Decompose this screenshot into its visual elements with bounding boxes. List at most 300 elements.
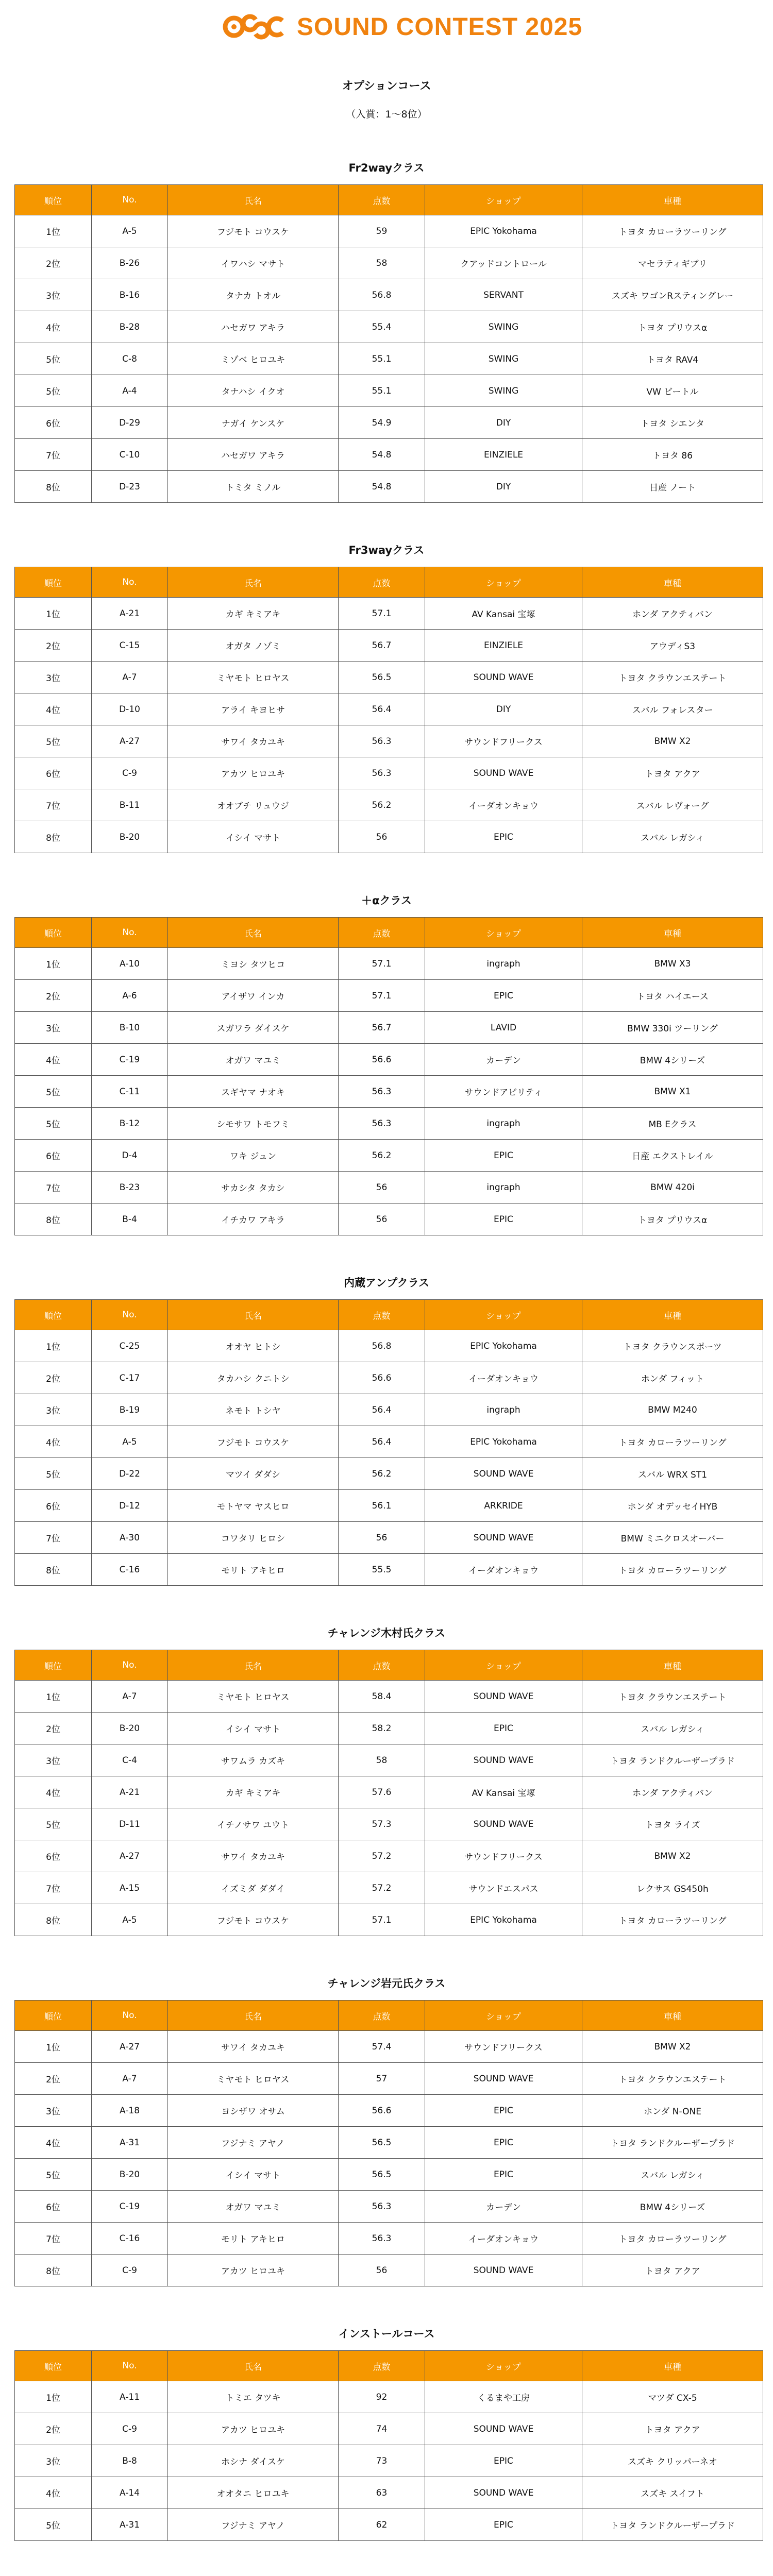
table-row — [15, 1012, 763, 1044]
table-row — [15, 311, 763, 343]
column-header: ショップ — [425, 2351, 582, 2381]
score-cell: 57.3 — [339, 1808, 425, 1840]
score-cell: 58.2 — [339, 1713, 425, 1744]
rank-cell: 6位 — [15, 2191, 92, 2223]
table-row — [15, 247, 763, 279]
shop-cell: DIY — [425, 471, 582, 503]
table-row — [15, 1681, 763, 1713]
rank-cell: 1位 — [15, 2381, 92, 2413]
entry-no-cell: B-28 — [92, 311, 168, 343]
column-header: 点数 — [339, 185, 425, 215]
page-header — [0, 0, 773, 57]
column-header: 氏名 — [168, 567, 339, 598]
score-cell: 56 — [339, 2255, 425, 2286]
rank-cell: 5位 — [15, 375, 92, 407]
results-section — [0, 892, 773, 1235]
column-header: No. — [92, 918, 168, 948]
table-row — [15, 1172, 763, 1204]
column-header: ショップ — [425, 2001, 582, 2031]
column-header: 点数 — [339, 918, 425, 948]
column-header: No. — [92, 2351, 168, 2381]
rank-cell: 1位 — [15, 2031, 92, 2063]
car-cell: BMW 4シリーズ — [582, 2191, 763, 2223]
entry-no-cell: B-20 — [92, 821, 168, 853]
table-row — [15, 1108, 763, 1140]
column-header: 車種 — [582, 2351, 763, 2381]
rank-cell: 4位 — [15, 693, 92, 725]
score-cell: 57.1 — [339, 980, 425, 1012]
entry-no-cell: A-10 — [92, 948, 168, 980]
rank-cell: 6位 — [15, 1140, 92, 1172]
entry-no-cell: B-23 — [92, 1172, 168, 1204]
car-cell: MB Eクラス — [582, 1108, 763, 1140]
name-cell: アイザワ インカ — [168, 980, 339, 1012]
table-row — [15, 630, 763, 662]
score-cell: 56.4 — [339, 1426, 425, 1458]
entry-no-cell: D-12 — [92, 1490, 168, 1522]
score-cell: 56.8 — [339, 279, 425, 311]
entry-no-cell: C-15 — [92, 630, 168, 662]
results-table — [14, 2350, 763, 2541]
rank-cell: 7位 — [15, 789, 92, 821]
score-cell: 62 — [339, 2509, 425, 2541]
rank-cell: 3位 — [15, 1744, 92, 1776]
entry-no-cell: A-6 — [92, 980, 168, 1012]
results-table — [14, 917, 763, 1235]
shop-cell: SOUND WAVE — [425, 1681, 582, 1713]
shop-cell: SOUND WAVE — [425, 662, 582, 693]
shop-cell: EPIC — [425, 821, 582, 853]
rank-cell: 5位 — [15, 725, 92, 757]
shop-cell: くるまや工房 — [425, 2381, 582, 2413]
entry-no-cell: A-11 — [92, 2381, 168, 2413]
shop-cell: EPIC — [425, 2095, 582, 2127]
table-row — [15, 279, 763, 311]
table-row — [15, 2413, 763, 2445]
results-table — [14, 1650, 763, 1936]
table-row — [15, 1394, 763, 1426]
table-header-row — [15, 918, 763, 948]
entry-no-cell: D-29 — [92, 407, 168, 439]
entry-no-cell: A-7 — [92, 662, 168, 693]
table-row — [15, 693, 763, 725]
shop-cell: SOUND WAVE — [425, 2477, 582, 2509]
table-row — [15, 407, 763, 439]
name-cell: ミヨシ タツヒコ — [168, 948, 339, 980]
column-header: ショップ — [425, 1300, 582, 1330]
table-row — [15, 2127, 763, 2159]
score-cell: 55.5 — [339, 1554, 425, 1586]
table-row — [15, 1458, 763, 1490]
score-cell: 56.6 — [339, 1044, 425, 1076]
table-row — [15, 2255, 763, 2286]
rank-cell: 2位 — [15, 2413, 92, 2445]
results-section — [0, 1975, 773, 2286]
column-header: 順位 — [15, 1300, 92, 1330]
shop-cell: SERVANT — [425, 279, 582, 311]
shop-cell: イーダオンキョウ — [425, 2223, 582, 2255]
shop-cell: EINZIELE — [425, 630, 582, 662]
car-cell: トヨタ アクア — [582, 2413, 763, 2445]
table-row — [15, 2095, 763, 2127]
table-row — [15, 662, 763, 693]
car-cell: 日産 ノート — [582, 471, 763, 503]
shop-cell: サウンドフリークス — [425, 1840, 582, 1872]
table-row — [15, 2509, 763, 2541]
shop-cell: SOUND WAVE — [425, 2413, 582, 2445]
rank-cell: 2位 — [15, 2063, 92, 2095]
entry-no-cell: C-10 — [92, 439, 168, 471]
car-cell: トヨタ ライズ — [582, 1808, 763, 1840]
column-header: 順位 — [15, 2001, 92, 2031]
name-cell: スガワラ ダイスケ — [168, 1012, 339, 1044]
car-cell: トヨタ プリウスα — [582, 1204, 763, 1235]
score-cell: 92 — [339, 2381, 425, 2413]
score-cell: 56.5 — [339, 2159, 425, 2191]
entry-no-cell: B-16 — [92, 279, 168, 311]
entry-no-cell: A-5 — [92, 215, 168, 247]
column-header: 車種 — [582, 1300, 763, 1330]
shop-cell: SOUND WAVE — [425, 1522, 582, 1554]
score-cell: 56 — [339, 821, 425, 853]
rank-cell: 1位 — [15, 215, 92, 247]
table-row — [15, 1713, 763, 1744]
table-row — [15, 1872, 763, 1904]
name-cell: アカツ ヒロユキ — [168, 757, 339, 789]
shop-cell: EPIC — [425, 2509, 582, 2541]
rank-cell: 7位 — [15, 1522, 92, 1554]
shop-cell: EPIC — [425, 2445, 582, 2477]
entry-no-cell: B-10 — [92, 1012, 168, 1044]
table-header-row — [15, 1300, 763, 1330]
score-cell: 58.4 — [339, 1681, 425, 1713]
score-cell: 56.3 — [339, 2223, 425, 2255]
car-cell: トヨタ カローラツーリング — [582, 1426, 763, 1458]
shop-cell: SOUND WAVE — [425, 2255, 582, 2286]
shop-cell: イーダオンキョウ — [425, 789, 582, 821]
entry-no-cell: C-25 — [92, 1330, 168, 1362]
rank-cell: 6位 — [15, 1840, 92, 1872]
rank-cell: 6位 — [15, 407, 92, 439]
score-cell: 56.7 — [339, 1012, 425, 1044]
shop-cell: AV Kansai 宝塚 — [425, 1776, 582, 1808]
column-header: 氏名 — [168, 1300, 339, 1330]
car-cell: スバル WRX ST1 — [582, 1458, 763, 1490]
rank-cell: 2位 — [15, 980, 92, 1012]
score-cell: 56.6 — [339, 2095, 425, 2127]
entry-no-cell: C-9 — [92, 757, 168, 789]
entry-no-cell: A-30 — [92, 1522, 168, 1554]
entry-no-cell: B-12 — [92, 1108, 168, 1140]
column-header: 点数 — [339, 2351, 425, 2381]
score-cell: 57.4 — [339, 2031, 425, 2063]
results-section — [0, 160, 773, 503]
rank-cell: 7位 — [15, 439, 92, 471]
score-cell: 54.8 — [339, 471, 425, 503]
entry-no-cell: C-9 — [92, 2413, 168, 2445]
rank-cell: 4位 — [15, 2127, 92, 2159]
name-cell: フジモト コウスケ — [168, 1426, 339, 1458]
rank-cell: 5位 — [15, 2509, 92, 2541]
name-cell: オガタ ノゾミ — [168, 630, 339, 662]
name-cell: モリト アキヒロ — [168, 2223, 339, 2255]
shop-cell: サウンドフリークス — [425, 2031, 582, 2063]
shop-cell: DIY — [425, 693, 582, 725]
car-cell: BMW 420i — [582, 1172, 763, 1204]
score-cell: 56 — [339, 1172, 425, 1204]
rank-cell: 8位 — [15, 471, 92, 503]
entry-no-cell: A-15 — [92, 1872, 168, 1904]
car-cell: ホンダ アクティバン — [582, 1776, 763, 1808]
car-cell: BMW 330i ツーリング — [582, 1012, 763, 1044]
table-row — [15, 2477, 763, 2509]
car-cell: スズキ クリッパーネオ — [582, 2445, 763, 2477]
score-cell: 57.1 — [339, 598, 425, 630]
section-title: インストールコース — [338, 2328, 435, 2340]
entry-no-cell: C-17 — [92, 1362, 168, 1394]
column-header: No. — [92, 1650, 168, 1681]
results-sections — [0, 160, 773, 2576]
name-cell: ミヤモト ヒロヤス — [168, 2063, 339, 2095]
shop-cell: SOUND WAVE — [425, 1808, 582, 1840]
car-cell: スズキ ワゴンRスティングレー — [582, 279, 763, 311]
rank-cell: 2位 — [15, 1362, 92, 1394]
name-cell: イチカワ アキラ — [168, 1204, 339, 1235]
name-cell: オオタニ ヒロユキ — [168, 2477, 339, 2509]
name-cell: サワイ タカユキ — [168, 1840, 339, 1872]
name-cell: イズミダ ダダイ — [168, 1872, 339, 1904]
name-cell: タナカ トオル — [168, 279, 339, 311]
rank-cell: 7位 — [15, 1872, 92, 1904]
car-cell: トヨタ ランドクルーザープラド — [582, 2127, 763, 2159]
score-cell: 59 — [339, 215, 425, 247]
car-cell: トヨタ 86 — [582, 439, 763, 471]
rank-cell: 4位 — [15, 1776, 92, 1808]
entry-no-cell: B-20 — [92, 1713, 168, 1744]
score-cell: 56.3 — [339, 725, 425, 757]
score-cell: 54.8 — [339, 439, 425, 471]
entry-no-cell: A-18 — [92, 2095, 168, 2127]
score-cell: 74 — [339, 2413, 425, 2445]
car-cell: トヨタ シエンタ — [582, 407, 763, 439]
column-header: No. — [92, 1300, 168, 1330]
score-cell: 56 — [339, 1204, 425, 1235]
shop-cell: SOUND WAVE — [425, 2063, 582, 2095]
rank-cell: 4位 — [15, 1044, 92, 1076]
column-header: 車種 — [582, 185, 763, 215]
rank-cell: 3位 — [15, 662, 92, 693]
column-header: 点数 — [339, 1650, 425, 1681]
car-cell: トヨタ カローラツーリング — [582, 2223, 763, 2255]
score-cell: 57.1 — [339, 948, 425, 980]
score-cell: 56.8 — [339, 1330, 425, 1362]
car-cell: トヨタ アクア — [582, 2255, 763, 2286]
name-cell: ハセガワ アキラ — [168, 439, 339, 471]
table-row — [15, 1744, 763, 1776]
name-cell: ネモト トシヤ — [168, 1394, 339, 1426]
results-section — [0, 542, 773, 853]
results-section — [0, 2326, 773, 2541]
car-cell: トヨタ カローラツーリング — [582, 1904, 763, 1936]
name-cell: スギヤマ ナオキ — [168, 1076, 339, 1108]
score-cell: 56.3 — [339, 1076, 425, 1108]
table-header-row — [15, 567, 763, 598]
entry-no-cell: D-23 — [92, 471, 168, 503]
car-cell: トヨタ クラウンエステート — [582, 662, 763, 693]
score-cell: 55.1 — [339, 343, 425, 375]
rank-cell: 5位 — [15, 1458, 92, 1490]
section-title: ＋αクラス — [361, 894, 412, 907]
table-row — [15, 1840, 763, 1872]
entry-no-cell: A-14 — [92, 2477, 168, 2509]
entry-no-cell: C-4 — [92, 1744, 168, 1776]
entry-no-cell: A-21 — [92, 598, 168, 630]
column-header: ショップ — [425, 918, 582, 948]
name-cell: タナハシ イクオ — [168, 375, 339, 407]
prize-note: （入賞：1〜8位） — [346, 109, 427, 120]
shop-cell: ingraph — [425, 1108, 582, 1140]
table-row — [15, 1522, 763, 1554]
rank-cell: 3位 — [15, 279, 92, 311]
shop-cell: SOUND WAVE — [425, 1458, 582, 1490]
table-row — [15, 598, 763, 630]
table-row — [15, 439, 763, 471]
name-cell: オガワ マユミ — [168, 1044, 339, 1076]
column-header: 氏名 — [168, 918, 339, 948]
score-cell: 56.4 — [339, 1394, 425, 1426]
table-header-row — [15, 1650, 763, 1681]
car-cell: マツダ CX-5 — [582, 2381, 763, 2413]
column-header: 順位 — [15, 185, 92, 215]
results-table — [14, 184, 763, 503]
entry-no-cell: A-7 — [92, 1681, 168, 1713]
section-title: Fr3wayクラス — [348, 544, 425, 556]
column-header: 氏名 — [168, 2351, 339, 2381]
name-cell: オオブチ リュウジ — [168, 789, 339, 821]
rank-cell: 4位 — [15, 2477, 92, 2509]
name-cell: サワムラ カズキ — [168, 1744, 339, 1776]
shop-cell: ingraph — [425, 1394, 582, 1426]
score-cell: 57.2 — [339, 1872, 425, 1904]
score-cell: 57.2 — [339, 1840, 425, 1872]
shop-cell: ingraph — [425, 1172, 582, 1204]
shop-cell: SOUND WAVE — [425, 1744, 582, 1776]
entry-no-cell: C-16 — [92, 2223, 168, 2255]
car-cell: トヨタ プリウスα — [582, 311, 763, 343]
name-cell: モリト アキヒロ — [168, 1554, 339, 1586]
section-title: Fr2wayクラス — [348, 162, 425, 174]
table-row — [15, 821, 763, 853]
name-cell: ミヤモト ヒロヤス — [168, 1681, 339, 1713]
column-header: No. — [92, 2001, 168, 2031]
shop-cell: EPIC — [425, 1140, 582, 1172]
score-cell: 56.5 — [339, 662, 425, 693]
table-row — [15, 1204, 763, 1235]
score-cell: 56.2 — [339, 789, 425, 821]
entry-no-cell: C-9 — [92, 2255, 168, 2286]
table-row — [15, 471, 763, 503]
table-row — [15, 2381, 763, 2413]
car-cell: スバル フォレスター — [582, 693, 763, 725]
rank-cell: 1位 — [15, 1330, 92, 1362]
table-row — [15, 1490, 763, 1522]
entry-no-cell: D-10 — [92, 693, 168, 725]
rank-cell: 8位 — [15, 821, 92, 853]
section-title: チャレンジ岩元氏クラス — [327, 1977, 446, 1990]
name-cell: アライ キヨヒサ — [168, 693, 339, 725]
column-header: No. — [92, 185, 168, 215]
column-header: 順位 — [15, 567, 92, 598]
column-header: ショップ — [425, 567, 582, 598]
shop-cell: カーデン — [425, 2191, 582, 2223]
table-row — [15, 1776, 763, 1808]
name-cell: サワイ タカユキ — [168, 2031, 339, 2063]
column-header: ショップ — [425, 185, 582, 215]
name-cell: ヨシザワ オサム — [168, 2095, 339, 2127]
table-row — [15, 1076, 763, 1108]
table-row — [15, 2159, 763, 2191]
rank-cell: 2位 — [15, 1713, 92, 1744]
shop-cell: EPIC — [425, 2127, 582, 2159]
car-cell: 日産 エクストレイル — [582, 1140, 763, 1172]
brand-title: SOUND CONTEST 2025 — [297, 13, 583, 41]
car-cell: スバル レガシィ — [582, 2159, 763, 2191]
name-cell: タカハシ クニトシ — [168, 1362, 339, 1394]
car-cell: BMW X1 — [582, 1076, 763, 1108]
entry-no-cell: A-31 — [92, 2509, 168, 2541]
table-row — [15, 1362, 763, 1394]
car-cell: BMW ミニクロスオーバー — [582, 1522, 763, 1554]
car-cell: トヨタ クラウンエステート — [582, 2063, 763, 2095]
rank-cell: 3位 — [15, 1012, 92, 1044]
shop-cell: EPIC Yokohama — [425, 1904, 582, 1936]
name-cell: イチノサワ ユウト — [168, 1808, 339, 1840]
rank-cell: 7位 — [15, 2223, 92, 2255]
shop-cell: ingraph — [425, 948, 582, 980]
car-cell: スバル レガシィ — [582, 1713, 763, 1744]
table-row — [15, 2445, 763, 2477]
car-cell: スズキ スイフト — [582, 2477, 763, 2509]
shop-cell: SOUND WAVE — [425, 757, 582, 789]
shop-cell: EPIC Yokohama — [425, 1426, 582, 1458]
name-cell: ハセガワ アキラ — [168, 311, 339, 343]
car-cell: ホンダ オデッセイHYB — [582, 1490, 763, 1522]
shop-cell: サウンドエスパス — [425, 1872, 582, 1904]
car-cell: VW ビートル — [582, 375, 763, 407]
results-section — [0, 1275, 773, 1586]
rank-cell: 6位 — [15, 757, 92, 789]
score-cell: 56.3 — [339, 757, 425, 789]
rank-cell: 1位 — [15, 948, 92, 980]
shop-cell: サウンドアビリティ — [425, 1076, 582, 1108]
entry-no-cell: A-27 — [92, 725, 168, 757]
table-header-row — [15, 2351, 763, 2381]
shop-cell: クアッドコントロール — [425, 247, 582, 279]
table-row — [15, 789, 763, 821]
rank-cell: 3位 — [15, 2445, 92, 2477]
car-cell: トヨタ クラウンスポーツ — [582, 1330, 763, 1362]
car-cell: トヨタ ハイエース — [582, 980, 763, 1012]
table-row — [15, 757, 763, 789]
score-cell: 63 — [339, 2477, 425, 2509]
rank-cell: 5位 — [15, 1108, 92, 1140]
entry-no-cell: A-27 — [92, 2031, 168, 2063]
shop-cell: EPIC — [425, 1713, 582, 1744]
name-cell: イシイ マサト — [168, 821, 339, 853]
table-row — [15, 2031, 763, 2063]
score-cell: 57.6 — [339, 1776, 425, 1808]
shop-cell: EINZIELE — [425, 439, 582, 471]
